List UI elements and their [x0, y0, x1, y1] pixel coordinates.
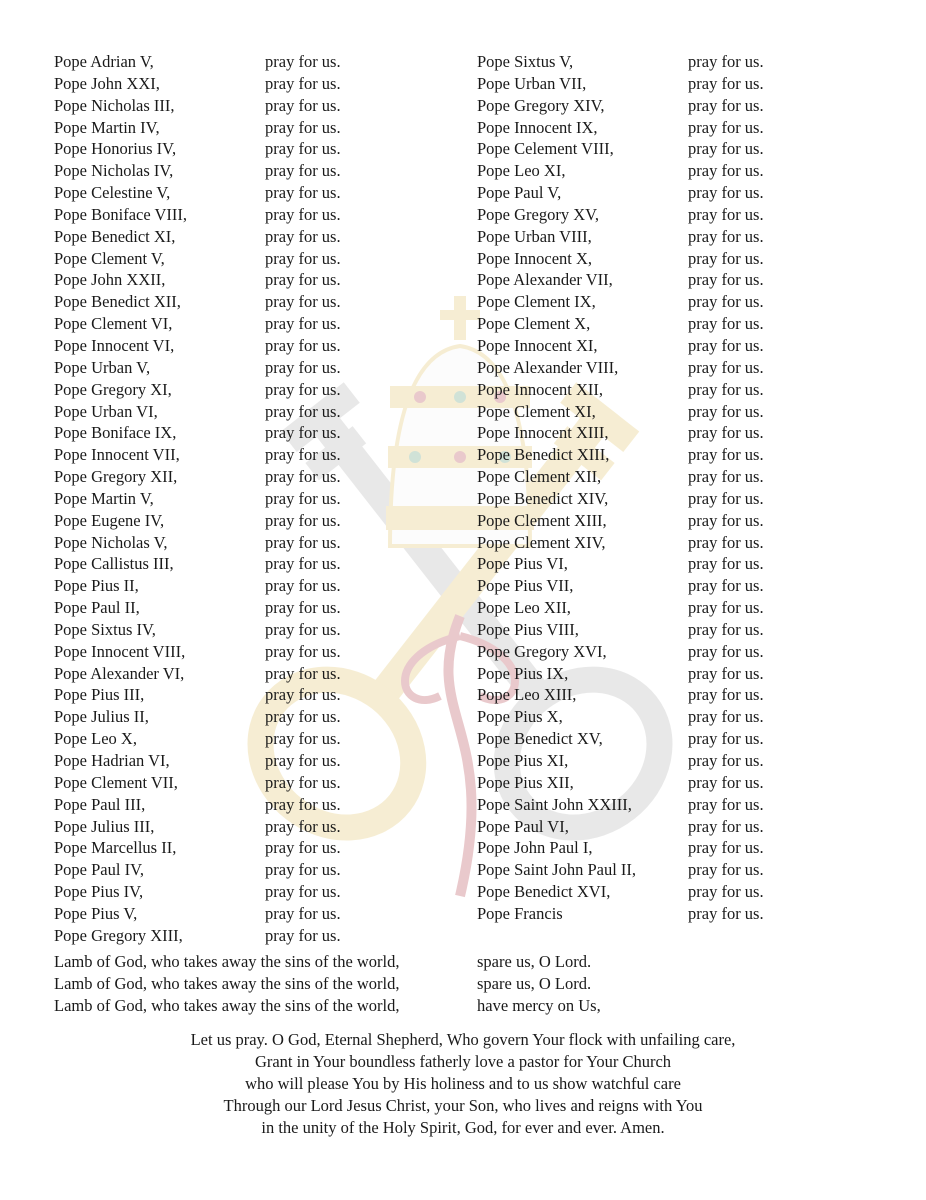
right-litany-column [477, 51, 764, 925]
litany-row [54, 73, 341, 95]
litany-row [477, 903, 764, 925]
response-text: pray for us. [265, 423, 341, 443]
litany-row [477, 881, 764, 903]
response-text: pray for us. [265, 619, 341, 639]
litany-row [54, 597, 341, 619]
pope-name: Pope Alexander VIII, [477, 357, 619, 377]
litany-row [477, 684, 764, 706]
response-text: pray for us. [265, 95, 341, 115]
litany-row [477, 248, 764, 270]
pope-name: Pope Boniface VIII, [54, 204, 188, 224]
pope-name: Pope Clement X, [477, 314, 591, 334]
litany-row [54, 117, 341, 139]
pope-name: Pope Leo XIII, [477, 685, 577, 705]
pope-name: Pope Innocent XIII, [477, 423, 609, 443]
prayer-line: Through our Lord Jesus Christ, your Son, who lives and reigns with You [223, 1095, 703, 1115]
pope-name: Pope Martin V, [54, 488, 154, 508]
response-text: pray for us. [688, 401, 764, 421]
response-text: pray for us. [265, 532, 341, 552]
response-text: pray for us. [265, 314, 341, 334]
litany-row [54, 51, 341, 73]
litany-row [477, 619, 764, 641]
litany-row [477, 816, 764, 838]
pope-name: Pope Paul III, [54, 794, 146, 814]
pope-name: Pope Leo X, [54, 729, 137, 749]
response-text: pray for us. [265, 183, 341, 203]
closing-prayer [0, 1029, 926, 1139]
litany-row [54, 750, 341, 772]
litany-row [477, 510, 764, 532]
pope-name: Pope Pius VIII, [477, 619, 579, 639]
pope-name: Pope Paul V, [477, 183, 562, 203]
litany-row [477, 575, 764, 597]
pope-name: Pope Innocent VI, [54, 335, 175, 355]
response-text: pray for us. [265, 816, 341, 836]
litany-row [54, 859, 341, 881]
litany-row [54, 313, 341, 335]
pope-name: Pope Gregory XVI, [477, 641, 607, 661]
response-text: pray for us. [265, 882, 341, 902]
litany-row [54, 379, 341, 401]
response-text: pray for us. [688, 838, 764, 858]
litany-row [477, 859, 764, 881]
pope-name: Pope Gregory XIII, [54, 925, 183, 945]
pope-name: Pope Clement XIV, [477, 532, 606, 552]
response-text: pray for us. [688, 729, 764, 749]
response-text: pray for us. [688, 292, 764, 312]
response-text: pray for us. [265, 379, 341, 399]
litany-row [54, 641, 341, 663]
litany-row [54, 401, 341, 423]
response-text: pray for us. [688, 423, 764, 443]
lamb-response: have mercy on Us, [477, 995, 601, 1015]
response-text: pray for us. [688, 379, 764, 399]
litany-row [54, 204, 341, 226]
response-text: pray for us. [688, 860, 764, 880]
lamb-invocation: Lamb of God, who takes away the sins of the world, [54, 973, 400, 993]
litany-row [477, 226, 764, 248]
litany-row [477, 182, 764, 204]
litany-row [54, 728, 341, 750]
response-text: pray for us. [688, 576, 764, 596]
litany-row [477, 663, 764, 685]
response-text: pray for us. [265, 488, 341, 508]
response-text: pray for us. [688, 335, 764, 355]
pope-name: Pope Adrian V, [54, 52, 154, 71]
response-text: pray for us. [265, 729, 341, 749]
litany-row [54, 794, 341, 816]
response-text: pray for us. [688, 903, 764, 923]
pope-name: Pope John Paul I, [477, 838, 593, 858]
response-text: pray for us. [265, 751, 341, 770]
pope-name: Pope Sixtus V, [477, 52, 574, 71]
pope-name: Pope Benedict XVI, [477, 882, 611, 902]
pope-name: Pope Nicholas III, [54, 95, 175, 115]
litany-row [477, 728, 764, 750]
pope-name: Pope Leo XII, [477, 598, 571, 618]
prayer-line: who will please You by His holiness and to us show watchful care [245, 1073, 681, 1093]
litany-row [477, 357, 764, 379]
litany-row [477, 553, 764, 575]
litany-row [54, 684, 341, 706]
response-text: pray for us. [688, 204, 764, 224]
response-text: pray for us. [265, 598, 341, 618]
pope-name: Pope Benedict XIII, [477, 445, 610, 465]
pope-name: Pope Pius V, [54, 903, 138, 923]
pope-name: Pope Alexander VII, [477, 270, 613, 290]
response-text: pray for us. [265, 270, 341, 290]
response-text: pray for us. [265, 663, 341, 683]
response-text: pray for us. [265, 226, 341, 246]
lamb-response: spare us, O Lord. [477, 973, 592, 993]
pope-name: Pope Clement VI, [54, 314, 173, 334]
response-text: pray for us. [688, 248, 764, 268]
litany-row [477, 444, 764, 466]
pope-name: Pope Nicholas V, [54, 532, 168, 552]
pope-name: Pope Alexander VI, [54, 663, 185, 683]
response-text: pray for us. [688, 598, 764, 618]
litany-row [54, 357, 341, 379]
response-text: pray for us. [688, 226, 764, 246]
litany-row [54, 269, 341, 291]
response-text: pray for us. [265, 73, 341, 93]
litany-row [54, 881, 341, 903]
response-text: pray for us. [265, 794, 341, 814]
litany-row [54, 95, 341, 117]
litany-row [477, 269, 764, 291]
lamb-row [54, 973, 601, 995]
response-text: pray for us. [265, 161, 341, 181]
lamb-row [54, 995, 601, 1017]
pope-name: Pope Julius II, [54, 707, 149, 727]
pope-name: Pope Pius VII, [477, 576, 574, 596]
pope-name: Pope Benedict XI, [54, 226, 176, 246]
pope-name: Pope John XXI, [54, 73, 160, 93]
response-text: pray for us. [265, 467, 341, 487]
prayer-line: Let us pray. O God, Eternal Shepherd, Who govern Your flock with unfailing care, [190, 1030, 736, 1049]
response-text: pray for us. [688, 467, 764, 487]
pope-name: Pope Urban VI, [54, 401, 158, 421]
pope-name: Pope Celement VIII, [477, 139, 614, 159]
pope-name: Pope Clement VII, [54, 772, 178, 792]
pope-name: Pope Celestine V, [54, 183, 171, 203]
litany-row [477, 772, 764, 794]
response-text: pray for us. [265, 685, 341, 705]
pope-name: Pope Innocent XI, [477, 335, 598, 355]
response-text: pray for us. [265, 860, 341, 880]
pope-name: Pope Urban VIII, [477, 226, 592, 246]
pope-name: Pope John XXII, [54, 270, 166, 290]
pope-name: Pope Innocent IX, [477, 117, 598, 137]
litany-row [54, 619, 341, 641]
pope-name: Pope Honorius IV, [54, 139, 177, 159]
pope-name: Pope Benedict XIV, [477, 488, 609, 508]
litany-row [477, 95, 764, 117]
response-text: pray for us. [265, 248, 341, 268]
pope-name: Pope Pius IX, [477, 663, 569, 683]
litany-row [54, 182, 341, 204]
response-text: pray for us. [688, 117, 764, 137]
response-text: pray for us. [688, 183, 764, 203]
litany-row [54, 663, 341, 685]
pope-name: Pope Benedict XII, [54, 292, 181, 312]
litany-row [477, 117, 764, 139]
response-text: pray for us. [265, 554, 341, 574]
response-text: pray for us. [688, 554, 764, 574]
response-text: pray for us. [265, 335, 341, 355]
pope-name: Pope Clement V, [54, 248, 165, 268]
litany-row [477, 422, 764, 444]
litany-row [54, 138, 341, 160]
response-text: pray for us. [265, 204, 341, 224]
pope-name: Pope Innocent VIII, [54, 641, 186, 661]
lamb-row [54, 951, 601, 973]
left-litany-column [54, 51, 341, 947]
lamb-response: spare us, O Lord. [477, 952, 592, 971]
response-text: pray for us. [688, 270, 764, 290]
litany-row [477, 204, 764, 226]
response-text: pray for us. [688, 510, 764, 530]
litany-row [477, 488, 764, 510]
response-text: pray for us. [265, 357, 341, 377]
litany-row [477, 641, 764, 663]
response-text: pray for us. [688, 161, 764, 181]
litany-row [54, 291, 341, 313]
litany-row [54, 444, 341, 466]
pope-name: Pope Saint John Paul II, [477, 860, 637, 880]
response-text: pray for us. [265, 707, 341, 727]
response-text: pray for us. [688, 641, 764, 661]
response-text: pray for us. [688, 751, 764, 770]
lamb-of-god-invocations [54, 951, 601, 1017]
pope-name: Pope Eugene IV, [54, 510, 165, 530]
response-text: pray for us. [688, 619, 764, 639]
response-text: pray for us. [265, 510, 341, 530]
litany-row [477, 706, 764, 728]
pope-name: Pope Benedict XV, [477, 729, 603, 749]
litany-row [477, 597, 764, 619]
pope-name: Pope Hadrian VI, [54, 751, 170, 770]
litany-row [477, 335, 764, 357]
litany-row [477, 466, 764, 488]
response-text: pray for us. [265, 576, 341, 596]
response-text: pray for us. [688, 357, 764, 377]
litany-row [477, 750, 764, 772]
litany-row [477, 794, 764, 816]
response-text: pray for us. [265, 838, 341, 858]
prayer-line: Grant in Your boundless fatherly love a pastor for Your Church [254, 1051, 672, 1071]
pope-name: Pope Innocent X, [477, 248, 593, 268]
pope-name: Pope Pius XI, [477, 751, 569, 770]
response-text: pray for us. [688, 707, 764, 727]
pope-name: Pope Gregory XII, [54, 467, 178, 487]
pope-name: Pope Gregory XI, [54, 379, 172, 399]
response-text: pray for us. [688, 794, 764, 814]
pope-name: Pope Paul II, [54, 598, 140, 618]
pope-name: Pope Gregory XIV, [477, 95, 605, 115]
response-text: pray for us. [688, 772, 764, 792]
litany-row [477, 73, 764, 95]
pope-name: Pope Sixtus IV, [54, 619, 156, 639]
response-text: pray for us. [265, 925, 341, 945]
litany-row [54, 335, 341, 357]
pope-name: Pope Julius III, [54, 816, 155, 836]
response-text: pray for us. [688, 314, 764, 334]
pope-name: Pope Martin IV, [54, 117, 160, 137]
response-text: pray for us. [688, 445, 764, 465]
response-text: pray for us. [688, 816, 764, 836]
pope-name: Pope Innocent XII, [477, 379, 604, 399]
response-text: pray for us. [688, 95, 764, 115]
pope-name: Pope Pius X, [477, 707, 563, 727]
pope-name: Pope Clement XII, [477, 467, 602, 487]
pope-name: Pope Clement XI, [477, 401, 596, 421]
litany-row [477, 379, 764, 401]
response-text: pray for us. [688, 685, 764, 705]
litany-row [477, 51, 764, 73]
lamb-invocation: Lamb of God, who takes away the sins of the world, [54, 995, 400, 1015]
litany-row [54, 772, 341, 794]
response-text: pray for us. [265, 641, 341, 661]
litany-row [54, 903, 341, 925]
litany-row [477, 401, 764, 423]
pope-name: Pope Pius III, [54, 685, 145, 705]
pope-name: Pope Saint John XXIII, [477, 794, 632, 814]
pope-name: Pope Paul VI, [477, 816, 569, 836]
response-text: pray for us. [688, 73, 764, 93]
litany-row [54, 226, 341, 248]
response-text: pray for us. [265, 139, 341, 159]
litany-row [54, 837, 341, 859]
response-text: pray for us. [688, 882, 764, 902]
pope-name: Pope Urban V, [54, 357, 151, 377]
response-text: pray for us. [688, 52, 764, 71]
pope-name: Pope Pius IV, [54, 882, 144, 902]
pope-name: Pope Clement IX, [477, 292, 596, 312]
pope-name: Pope Pius XII, [477, 772, 574, 792]
pope-name: Pope Clement XIII, [477, 510, 607, 530]
litany-row [477, 837, 764, 859]
response-text: pray for us. [265, 117, 341, 137]
litany-row [477, 291, 764, 313]
litany-row [54, 248, 341, 270]
response-text: pray for us. [688, 532, 764, 552]
litany-row [477, 160, 764, 182]
pope-name: Pope Pius VI, [477, 554, 568, 574]
litany-row [54, 488, 341, 510]
pope-name: Pope Nicholas IV, [54, 161, 174, 181]
litany-row [54, 466, 341, 488]
litany-row [477, 313, 764, 335]
litany-row [54, 510, 341, 532]
litany-row [54, 553, 341, 575]
litany-row [54, 706, 341, 728]
lamb-invocation: Lamb of God, who takes away the sins of the world, [54, 952, 400, 971]
pope-name: Pope Boniface IX, [54, 423, 177, 443]
response-text: pray for us. [265, 903, 341, 923]
pope-name: Pope Paul IV, [54, 860, 144, 880]
litany-row [54, 532, 341, 554]
litany-row [477, 138, 764, 160]
pope-name: Pope Marcellus II, [54, 838, 177, 858]
response-text: pray for us. [265, 292, 341, 312]
litany-row [477, 532, 764, 554]
pope-name: Pope Gregory XV, [477, 204, 600, 224]
response-text: pray for us. [265, 401, 341, 421]
pope-name: Pope Urban VII, [477, 73, 587, 93]
litany-row [54, 160, 341, 182]
response-text: pray for us. [688, 488, 764, 508]
litany-row [54, 422, 341, 444]
pope-name: Pope Francis [477, 903, 563, 923]
litany-row [54, 816, 341, 838]
litany-row [54, 925, 341, 947]
prayer-line: in the unity of the Holy Spirit, God, for ever and ever. Amen. [261, 1117, 665, 1137]
response-text: pray for us. [688, 663, 764, 683]
pope-name: Pope Callistus III, [54, 554, 174, 574]
pope-name: Pope Pius II, [54, 576, 139, 596]
litany-row [54, 575, 341, 597]
response-text: pray for us. [265, 772, 341, 792]
response-text: pray for us. [265, 445, 341, 465]
pope-name: Pope Leo XI, [477, 161, 566, 181]
pope-name: Pope Innocent VII, [54, 445, 180, 465]
response-text: pray for us. [688, 139, 764, 159]
response-text: pray for us. [265, 52, 341, 71]
